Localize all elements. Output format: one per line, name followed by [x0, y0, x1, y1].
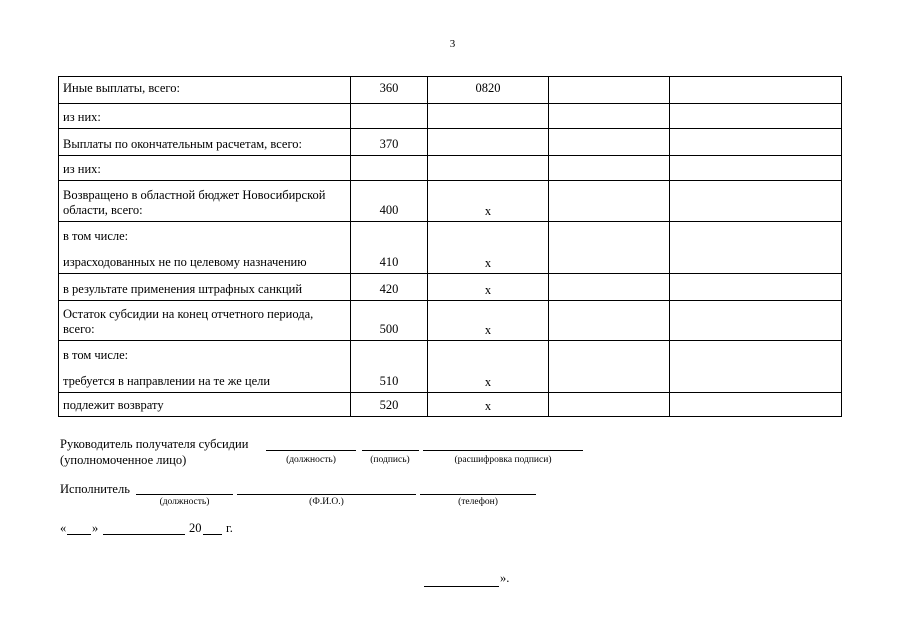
executor-position-caption: (должность)	[159, 497, 210, 507]
empty-cell	[670, 77, 842, 104]
executor-name-line[interactable]	[237, 494, 416, 495]
row-label: в результате применения штрафных санкций	[59, 274, 351, 301]
signature-caption: (подпись)	[370, 455, 410, 465]
row-label-line: Остаток субсидии на конец отчетного периода,	[63, 307, 314, 321]
date-day-line[interactable]	[67, 534, 91, 535]
signature-decoding-line[interactable]	[423, 450, 583, 451]
empty-cell	[549, 77, 670, 104]
empty-cell	[549, 222, 670, 274]
executor-name-caption: (Ф.И.О.)	[309, 497, 344, 507]
row-label: Выплаты по окончательным расчетам, всего:	[59, 129, 351, 156]
empty-cell	[670, 156, 842, 181]
row-label-line: израсходованных не по целевому назначению	[63, 255, 307, 269]
row-value: x	[428, 222, 549, 274]
row-code: 400	[351, 181, 428, 222]
empty-cell	[549, 156, 670, 181]
row-code: 510	[351, 341, 428, 393]
head-label-sub: (уполномоченное лицо)	[60, 453, 187, 467]
row-code: 370	[351, 129, 428, 156]
closing-line	[424, 586, 499, 587]
date-month-line[interactable]	[103, 534, 185, 535]
row-label: из них:	[59, 156, 351, 181]
row-label: Иные выплаты, всего:	[59, 77, 351, 104]
date-year-line[interactable]	[203, 534, 222, 535]
row-label-line: всего:	[63, 322, 95, 336]
row-code	[351, 156, 428, 181]
date-year-prefix: 20	[189, 521, 202, 535]
report-table	[58, 76, 842, 417]
empty-cell	[549, 129, 670, 156]
position-line[interactable]	[266, 450, 356, 451]
row-label-line: Возвращено в областной бюджет Новосибирской	[63, 188, 326, 202]
empty-cell	[670, 341, 842, 393]
row-value: x	[428, 341, 549, 393]
empty-cell	[670, 104, 842, 129]
date-close-quote: »	[92, 521, 99, 535]
table-row	[59, 104, 842, 129]
row-code: 410	[351, 222, 428, 274]
page-number: 3	[449, 38, 456, 50]
empty-cell	[549, 301, 670, 341]
row-label-line: в том числе:	[63, 348, 129, 362]
row-value	[428, 129, 549, 156]
row-label-line: требуется в направлении на те же цели	[63, 374, 271, 388]
signature-line[interactable]	[362, 450, 419, 451]
row-label-line: области, всего:	[63, 203, 143, 217]
row-code: 500	[351, 301, 428, 341]
row-label	[59, 341, 351, 393]
table-row	[59, 156, 842, 181]
position-caption: (должность)	[286, 455, 336, 465]
executor-position-line[interactable]	[136, 494, 233, 495]
executor-phone-line[interactable]	[420, 494, 536, 495]
empty-cell	[670, 129, 842, 156]
empty-cell	[549, 104, 670, 129]
row-label	[59, 222, 351, 274]
row-value	[428, 156, 549, 181]
executor-phone-caption: (телефон)	[458, 497, 498, 507]
table-row	[59, 77, 842, 104]
empty-cell	[670, 274, 842, 301]
empty-cell	[670, 301, 842, 341]
row-value	[428, 104, 549, 129]
table-row	[59, 129, 842, 156]
empty-cell	[670, 222, 842, 274]
date-open-quote: «	[60, 521, 67, 535]
row-code: 420	[351, 274, 428, 301]
closing-mark: ».	[500, 571, 510, 585]
table-row	[59, 181, 842, 222]
row-label: из них:	[59, 104, 351, 129]
table-row	[59, 341, 842, 393]
empty-cell	[549, 181, 670, 222]
table-row	[59, 393, 842, 417]
executor-label: Исполнитель	[60, 482, 130, 496]
row-code	[351, 104, 428, 129]
table-row	[59, 222, 842, 274]
row-label-line: в том числе:	[63, 229, 129, 243]
row-label	[59, 181, 351, 222]
table-row	[59, 301, 842, 341]
row-value: 0820	[428, 77, 549, 104]
empty-cell	[670, 181, 842, 222]
row-code: 360	[351, 77, 428, 104]
empty-cell	[549, 393, 670, 417]
empty-cell	[670, 393, 842, 417]
row-value: x	[428, 301, 549, 341]
row-value: x	[428, 393, 549, 417]
row-code: 520	[351, 393, 428, 417]
row-label	[59, 301, 351, 341]
date-year-suffix: г.	[226, 521, 233, 535]
row-label: подлежит возврату	[59, 393, 351, 417]
empty-cell	[549, 341, 670, 393]
head-label: Руководитель получателя субсидии	[60, 437, 249, 451]
empty-cell	[549, 274, 670, 301]
row-value: x	[428, 181, 549, 222]
row-value: x	[428, 274, 549, 301]
decoding-caption: (расшифровка подписи)	[454, 455, 552, 465]
table-row	[59, 274, 842, 301]
